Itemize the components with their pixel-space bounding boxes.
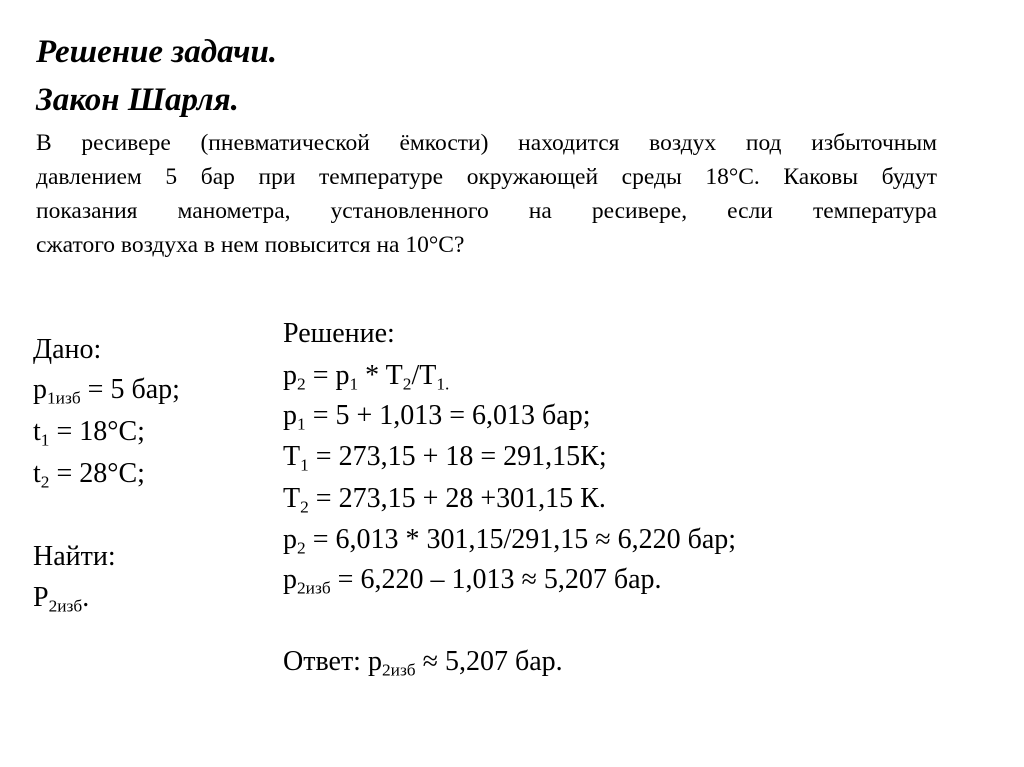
answer-part-a: Ответ: p	[283, 646, 382, 677]
eq1-sub-a: 2	[297, 374, 306, 394]
equation-3	[283, 441, 607, 475]
given-p1-subscript: 1изб	[47, 388, 81, 408]
find-value	[33, 582, 90, 616]
equation-2	[283, 400, 591, 434]
given-p1	[33, 374, 180, 408]
eq4-part-a: T	[283, 483, 301, 514]
eq6-part-a: p	[283, 564, 297, 595]
equation-6	[283, 564, 662, 598]
eq6-sub-a: 2изб	[297, 578, 331, 598]
problem-line: показания манометра, установленного на ресивере, если температура	[36, 198, 937, 224]
eq1-sub-b: 1	[349, 374, 359, 394]
eq6-part-b: = 6,220 – 1,013 ≈ 5,207 бар.	[330, 564, 662, 595]
equation-5	[283, 524, 737, 558]
eq5-part-b: = 6,013 * 301,15/291,15 ≈ 6,220 бар;	[305, 524, 737, 555]
given-t2-symbol: t	[33, 458, 41, 489]
given-t1-symbol: t	[33, 416, 41, 447]
solution-label: Решение:	[283, 318, 395, 349]
find-symbol: P	[33, 582, 49, 613]
eq5-part-a: p	[283, 524, 297, 555]
eq2-part-a: p	[283, 400, 297, 431]
eq4-sub-a: 2	[300, 497, 309, 517]
answer-sub-a: 2изб	[381, 660, 416, 680]
answer-part-b: ≈ 5,207 бар.	[415, 646, 563, 677]
find-subscript: 2изб	[48, 596, 83, 616]
given-t2	[33, 458, 145, 492]
given-t1	[33, 416, 145, 450]
eq1-sub-d: 1.	[436, 374, 450, 394]
given-t2-value: = 28°С;	[49, 458, 145, 489]
answer	[283, 646, 563, 680]
eq2-sub-a: 1	[297, 414, 306, 434]
eq5-sub-a: 2	[297, 538, 306, 558]
given-t1-subscript: 1	[40, 430, 50, 450]
equation-4	[283, 483, 606, 517]
eq4-part-b: = 273,15 + 28 +301,15 К.	[308, 483, 606, 514]
problem-statement	[36, 126, 937, 262]
eq3-sub-a: 1	[300, 455, 309, 475]
problem-line: сжатого воздуха в нем повысится на 10°С?	[36, 232, 465, 258]
eq3-part-b: = 273,15 + 18 = 291,15К;	[308, 441, 607, 472]
find-end: .	[82, 582, 90, 613]
given-label: Дано:	[33, 334, 102, 365]
equation-1	[283, 360, 450, 394]
page-subtitle: Закон Шарля.	[36, 82, 239, 118]
eq3-part-a: T	[283, 441, 301, 472]
given-t1-value: = 18°С;	[49, 416, 145, 447]
eq1-part-b: = p	[305, 360, 350, 391]
problem-line: В ресивере (пневматической ёмкости) находится воздух под избыточным	[36, 130, 937, 156]
page-title: Решение задачи.	[36, 34, 278, 70]
eq1-sub-c: 2	[402, 374, 412, 394]
given-p1-value: = 5 бар;	[80, 374, 180, 405]
problem-line: давлением 5 бар при температуре окружающей среды 18°С. Каковы будут	[36, 164, 937, 190]
eq1-part-d: /T	[411, 360, 437, 391]
given-t2-subscript: 2	[40, 472, 50, 492]
given-p1-symbol: p	[33, 374, 47, 405]
eq2-part-b: = 5 + 1,013 = 6,013 бар;	[305, 400, 591, 431]
find-label: Найти:	[33, 541, 116, 572]
eq1-part-a: p	[283, 360, 297, 391]
eq1-part-c: * T	[358, 360, 403, 391]
